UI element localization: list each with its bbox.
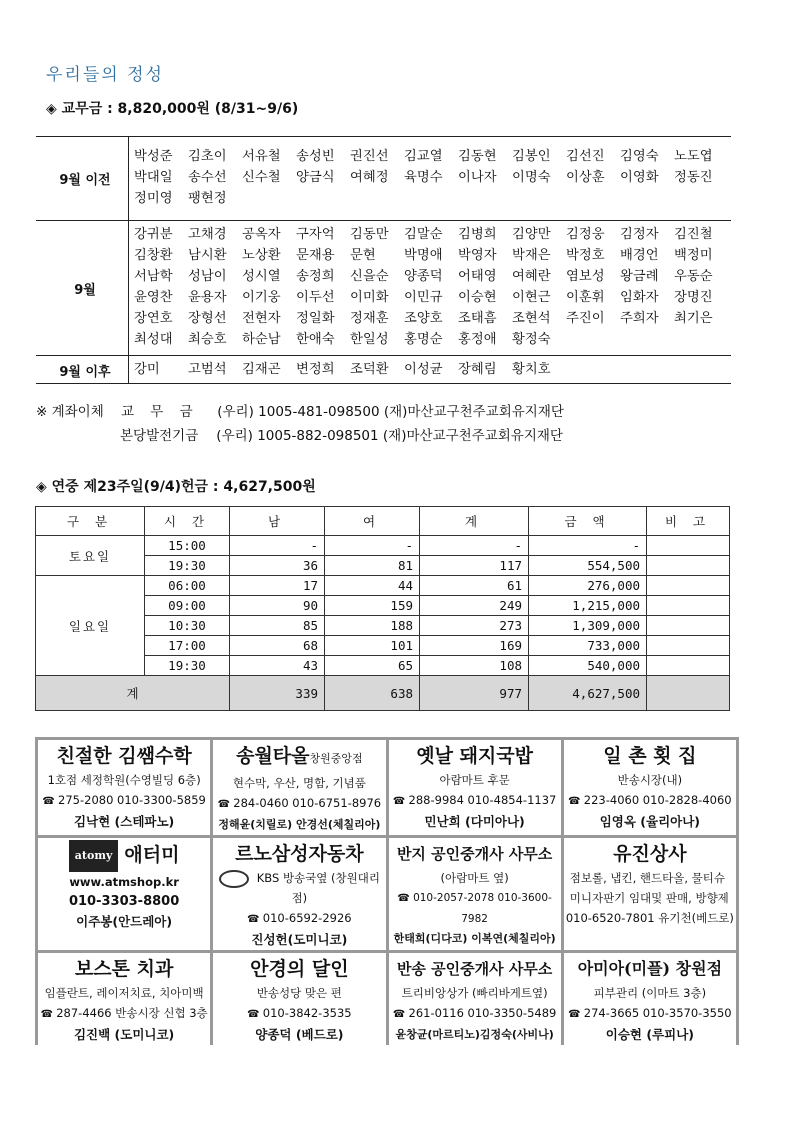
ad-person: 진성헌(도미니코) xyxy=(251,932,348,947)
total-cell: - xyxy=(420,536,529,556)
donor-name: 서유철 xyxy=(242,149,281,164)
ad-line: 점보롤, 냅킨, 핸드타올, 물티슈 xyxy=(569,871,725,885)
ad-title: 옛날 돼지국밥 xyxy=(416,745,533,767)
donor-name: 박명애 xyxy=(404,248,443,263)
col-header: 구 분 xyxy=(36,507,145,536)
donor-name: 성시열 xyxy=(242,269,281,284)
male-cell: 43 xyxy=(230,656,325,676)
ad-phone: ☎ 274-3665 010-3570-3550 xyxy=(564,1003,736,1025)
female-total: 638 xyxy=(325,676,420,711)
note-cell xyxy=(647,576,730,596)
ad-title: 아미아(미플) 창원점 xyxy=(577,959,723,978)
note-cell xyxy=(647,616,730,636)
ad-card xyxy=(213,953,385,1045)
ad-phone: 010-3303-8800 xyxy=(68,894,180,909)
donor-name: 정일화 xyxy=(296,311,335,326)
donor-name: 장혜림 xyxy=(458,362,497,377)
ad-line: 반송시장(내) xyxy=(617,773,683,787)
offering-header-row xyxy=(36,507,730,536)
donor-name: 남시환 xyxy=(188,248,227,263)
ad-person: 양종덕 (베드로) xyxy=(255,1027,344,1042)
donor-name: 한일성 xyxy=(350,332,389,347)
day-label: 토요일 xyxy=(36,536,145,576)
amount-cell: 1,215,000 xyxy=(529,596,647,616)
account-name-1: 교 무 금 xyxy=(120,404,199,420)
donor-name: 변정희 xyxy=(296,362,335,377)
donor-name: 이두선 xyxy=(296,290,335,305)
ad-phone: ☎ 261-0116 010-3350-5489 xyxy=(389,1003,561,1025)
donor-name: 이영화 xyxy=(620,170,659,185)
donor-name: 서남학 xyxy=(134,269,173,284)
donor-name: 강미 xyxy=(134,362,160,377)
donor-name: 김양만 xyxy=(512,227,551,242)
ad-title: 일 촌 횟 집 xyxy=(603,745,697,767)
ad-title: 송월타올 xyxy=(236,745,310,767)
account-bank-2: (우리) 1005-882-098501 (재)마산교구천주교회유지재단 xyxy=(216,428,563,444)
donor-name: 김창환 xyxy=(134,248,173,263)
donor-name: 박정호 xyxy=(566,248,605,263)
female-cell: 188 xyxy=(325,616,420,636)
col-header: 시 간 xyxy=(145,507,230,536)
donor-name: 강귀분 xyxy=(134,227,173,242)
donor-name: 최성대 xyxy=(134,332,173,347)
total-cell: 117 xyxy=(420,556,529,576)
donor-name: 양금식 xyxy=(296,170,335,185)
ad-line: 아람마트 후문 xyxy=(439,773,510,787)
ads-grid xyxy=(35,737,739,1045)
renault-logo-icon xyxy=(219,870,249,888)
donor-name: 여혜정 xyxy=(350,170,389,185)
group-names-before xyxy=(134,146,734,209)
donor-name: 고채경 xyxy=(188,227,227,242)
atomy-logo: atomy xyxy=(69,840,119,872)
ad-person: 이승현 (루피나) xyxy=(605,1027,694,1042)
male-cell: 36 xyxy=(230,556,325,576)
ad-title: 안경의 달인 xyxy=(250,958,349,980)
ad-person: 한태희(디다코) 이복연(체칠리아) xyxy=(393,932,556,945)
amount-cell: - xyxy=(529,536,647,556)
ad-phone: ☎ 010-2057-2078 010-3600-7982 xyxy=(389,888,561,929)
ad-line: (아람마트 옆) xyxy=(440,871,509,885)
note-cell xyxy=(647,676,730,711)
ad-card xyxy=(213,740,385,835)
donor-name: 김정자 xyxy=(620,227,659,242)
note-cell xyxy=(647,656,730,676)
donor-name: 이성균 xyxy=(404,362,443,377)
female-cell: 81 xyxy=(325,556,420,576)
offering-table xyxy=(35,506,730,711)
time-cell: 19:30 xyxy=(145,656,230,676)
donor-name: 우동순 xyxy=(674,269,713,284)
note-cell xyxy=(647,556,730,576)
donor-name: 공옥자 xyxy=(242,227,281,242)
donor-name: 장형선 xyxy=(188,311,227,326)
donor-name: 신을순 xyxy=(350,269,389,284)
table-row xyxy=(36,536,730,556)
ad-card xyxy=(564,740,736,835)
ad-title: 르노삼성자동차 xyxy=(235,843,364,865)
ad-subtitle: 창원중앙점 xyxy=(309,752,363,765)
amount-total: 4,627,500 xyxy=(529,676,647,711)
donor-name: 성남이 xyxy=(188,269,227,284)
donor-name: 이훈휘 xyxy=(566,290,605,305)
donor-name: 김동만 xyxy=(350,227,389,242)
donor-name: 장명진 xyxy=(674,290,713,305)
ad-person: 김낙현 (스테파노) xyxy=(73,814,175,829)
donor-name: 왕금례 xyxy=(620,269,659,284)
ad-line: 미니자판기 임대및 판매, 방향제 xyxy=(569,891,729,905)
male-cell: 17 xyxy=(230,576,325,596)
donor-name: 양종덕 xyxy=(404,269,443,284)
donor-name: 이명숙 xyxy=(512,170,551,185)
ad-person: 민난희 (다미아나) xyxy=(424,814,525,829)
ad-phone: 010-6520-7801 xyxy=(565,911,655,925)
donor-name: 고범석 xyxy=(188,362,227,377)
donor-name: 이미화 xyxy=(350,290,389,305)
ad-line: 현수막, 우산, 명함, 기념품 xyxy=(232,776,366,790)
ad-card xyxy=(213,838,385,950)
page-heading: 우리들의 정성 xyxy=(46,65,164,85)
ad-line: 1호점 세정학원(수영빌딩 6층) xyxy=(47,773,201,787)
ad-title: 반지 공인중개사 사무소 xyxy=(396,845,553,863)
ad-phone: ☎ 284-0460 010-6751-8976 xyxy=(213,793,385,815)
male-cell: - xyxy=(230,536,325,556)
donor-name: 염보성 xyxy=(566,269,605,284)
table-row xyxy=(36,576,730,596)
time-cell: 19:30 xyxy=(145,556,230,576)
note-cell xyxy=(647,596,730,616)
donor-name: 여혜란 xyxy=(512,269,551,284)
donor-name: 이현근 xyxy=(512,290,551,305)
donor-name: 최기은 xyxy=(674,311,713,326)
ad-person: 임영옥 (율리아나) xyxy=(599,814,701,829)
col-header: 계 xyxy=(420,507,529,536)
donor-name: 박대일 xyxy=(134,170,173,185)
group-names-september xyxy=(134,224,734,350)
donor-name: 김동현 xyxy=(458,149,497,164)
ad-phone: ☎ 287-4466 반송시장 신협 3층 xyxy=(38,1003,210,1025)
donor-name: 노도엽 xyxy=(674,149,713,164)
female-cell: 65 xyxy=(325,656,420,676)
donor-name: 조양호 xyxy=(404,311,443,326)
donor-name: 육명수 xyxy=(404,170,443,185)
donor-name: 김봉인 xyxy=(512,149,551,164)
donor-name: 김교열 xyxy=(404,149,443,164)
ad-card xyxy=(38,838,210,950)
donor-name: 이상훈 xyxy=(566,170,605,185)
donor-name: 조현석 xyxy=(512,311,551,326)
donor-name: 김초이 xyxy=(188,149,227,164)
grand-total: 977 xyxy=(420,676,529,711)
male-cell: 68 xyxy=(230,636,325,656)
donor-name: 박재은 xyxy=(512,248,551,263)
donor-name: 박성준 xyxy=(134,149,173,164)
donor-name: 김정웅 xyxy=(566,227,605,242)
donor-name: 팽현정 xyxy=(188,191,227,206)
ad-card xyxy=(38,740,210,835)
account-info xyxy=(36,400,564,448)
donor-name: 백정미 xyxy=(674,248,713,263)
ad-phone: ☎ 275-2080 010-3300-5859 xyxy=(38,790,210,812)
ad-line: 반송성당 맞은 편 xyxy=(256,986,342,1000)
amount-cell: 540,000 xyxy=(529,656,647,676)
ad-phone: ☎ 223-4060 010-2828-4060 xyxy=(564,790,736,812)
ad-line: 임플란트, 레이저치료, 치아미백 xyxy=(44,986,204,1000)
donor-name: 조태흠 xyxy=(458,311,497,326)
group-names-after xyxy=(134,359,734,380)
ad-line: KBS 방송국옆 (창원대리점) xyxy=(256,871,380,905)
group-label-before: 9월 이전 xyxy=(59,173,111,188)
account-prefix: ※ 계좌이체 xyxy=(36,404,104,420)
offering-title: ◈ 연중 제23주일(9/4)헌금 : 4,627,500원 xyxy=(36,479,316,495)
ad-title: 반송 공인중개사 사무소 xyxy=(396,960,553,978)
ad-line: 피부관리 (이마트 3층) xyxy=(593,986,707,1000)
male-cell: 90 xyxy=(230,596,325,616)
col-header: 금 액 xyxy=(529,507,647,536)
donor-name: 구자억 xyxy=(296,227,335,242)
col-header: 비 고 xyxy=(647,507,730,536)
female-cell: 159 xyxy=(325,596,420,616)
female-cell: 101 xyxy=(325,636,420,656)
ad-phone: ☎ 288-9984 010-4854-1137 xyxy=(389,790,561,812)
ad-person: 유기천(베드로) xyxy=(658,911,734,925)
donor-name: 장연호 xyxy=(134,311,173,326)
total-label: 계 xyxy=(36,676,230,711)
total-cell: 108 xyxy=(420,656,529,676)
note-cell xyxy=(647,636,730,656)
donor-name: 주희자 xyxy=(620,311,659,326)
total-cell: 169 xyxy=(420,636,529,656)
time-cell: 09:00 xyxy=(145,596,230,616)
donor-name: 김선진 xyxy=(566,149,605,164)
donor-name: 윤영찬 xyxy=(134,290,173,305)
donor-name: 홍명순 xyxy=(404,332,443,347)
donor-name: 권진선 xyxy=(350,149,389,164)
donor-name: 어태영 xyxy=(458,269,497,284)
ad-card xyxy=(389,740,561,835)
donor-name: 윤용자 xyxy=(188,290,227,305)
donor-name: 한애숙 xyxy=(296,332,335,347)
donor-name: 전현자 xyxy=(242,311,281,326)
donor-name: 김영숙 xyxy=(620,149,659,164)
ad-card xyxy=(38,953,210,1045)
donor-name: 이나자 xyxy=(458,170,497,185)
ad-person: 정해윤(치릴로) 안경선(체칠리아) xyxy=(218,818,381,831)
donor-name: 김병희 xyxy=(458,227,497,242)
ad-card xyxy=(389,953,561,1045)
donor-name: 송정희 xyxy=(296,269,335,284)
amount-cell: 276,000 xyxy=(529,576,647,596)
day-label: 일요일 xyxy=(36,576,145,676)
donor-name: 홍정애 xyxy=(458,332,497,347)
account-name-2: 본당발전기금 xyxy=(120,428,199,444)
ad-card xyxy=(564,838,736,950)
total-cell: 249 xyxy=(420,596,529,616)
col-header: 여 xyxy=(325,507,420,536)
total-cell: 273 xyxy=(420,616,529,636)
donor-name: 송성빈 xyxy=(296,149,335,164)
ad-title: 보스톤 치과 xyxy=(74,958,174,980)
donor-name: 정동진 xyxy=(674,170,713,185)
donor-name: 정미영 xyxy=(134,191,173,206)
female-cell: 44 xyxy=(325,576,420,596)
total-row xyxy=(36,676,730,711)
amount-cell: 733,000 xyxy=(529,636,647,656)
donor-name: 주진이 xyxy=(566,311,605,326)
donor-name: 황치호 xyxy=(512,362,551,377)
total-cell: 61 xyxy=(420,576,529,596)
note-cell xyxy=(647,536,730,556)
donor-name: 배경언 xyxy=(620,248,659,263)
female-cell: - xyxy=(325,536,420,556)
donor-name: 노상환 xyxy=(242,248,281,263)
donor-name: 이기웅 xyxy=(242,290,281,305)
donor-name: 김말순 xyxy=(404,227,443,242)
ad-url: www.atmshop.kr xyxy=(69,875,179,889)
ad-phone: ☎ 010-3842-3535 xyxy=(213,1003,385,1025)
col-header: 남 xyxy=(230,507,325,536)
donor-name: 김재곤 xyxy=(242,362,281,377)
donor-name: 이민규 xyxy=(404,290,443,305)
male-cell: 85 xyxy=(230,616,325,636)
ad-line: 트리비앙상가 (빠리바게트옆) xyxy=(401,986,548,1000)
ad-phone: ☎ 010-6592-2926 xyxy=(213,908,385,930)
amount-cell: 554,500 xyxy=(529,556,647,576)
donor-name: 박영자 xyxy=(458,248,497,263)
account-bank-1: (우리) 1005-481-098500 (재)마산교구천주교회유지재단 xyxy=(217,404,564,420)
ad-person: 이주봉(안드레아) xyxy=(76,914,173,929)
ad-person: 김진백 (도미니코) xyxy=(73,1027,175,1042)
donor-name: 조덕환 xyxy=(350,362,389,377)
donor-name: 하순남 xyxy=(242,332,281,347)
ad-title: 애터미 xyxy=(124,844,180,866)
ad-card xyxy=(564,953,736,1045)
ad-title: 친절한 김쌤수학 xyxy=(56,745,192,767)
donor-name: 김진철 xyxy=(674,227,713,242)
donor-name: 임화자 xyxy=(620,290,659,305)
time-cell: 15:00 xyxy=(145,536,230,556)
donor-name: 문현 xyxy=(350,248,376,263)
amount-cell: 1,309,000 xyxy=(529,616,647,636)
donor-name: 황정숙 xyxy=(512,332,551,347)
donor-name: 정재훈 xyxy=(350,311,389,326)
donor-name: 최승호 xyxy=(188,332,227,347)
donor-name: 송수선 xyxy=(188,170,227,185)
ad-person: 윤창균(마르티노)김정숙(사비나) xyxy=(395,1028,554,1041)
donation-title: ◈ 교무금 : 8,820,000원 (8/31~9/6) xyxy=(46,101,299,117)
donor-name: 신수철 xyxy=(242,170,281,185)
ad-card xyxy=(389,838,561,950)
male-total: 339 xyxy=(230,676,325,711)
ad-title: 유진상사 xyxy=(613,843,687,865)
time-cell: 06:00 xyxy=(145,576,230,596)
group-label-september: 9월 xyxy=(74,283,96,298)
time-cell: 17:00 xyxy=(145,636,230,656)
group-label-after: 9월 이후 xyxy=(59,365,111,380)
time-cell: 10:30 xyxy=(145,616,230,636)
donor-name: 이승현 xyxy=(458,290,497,305)
donor-name: 문재용 xyxy=(296,248,335,263)
